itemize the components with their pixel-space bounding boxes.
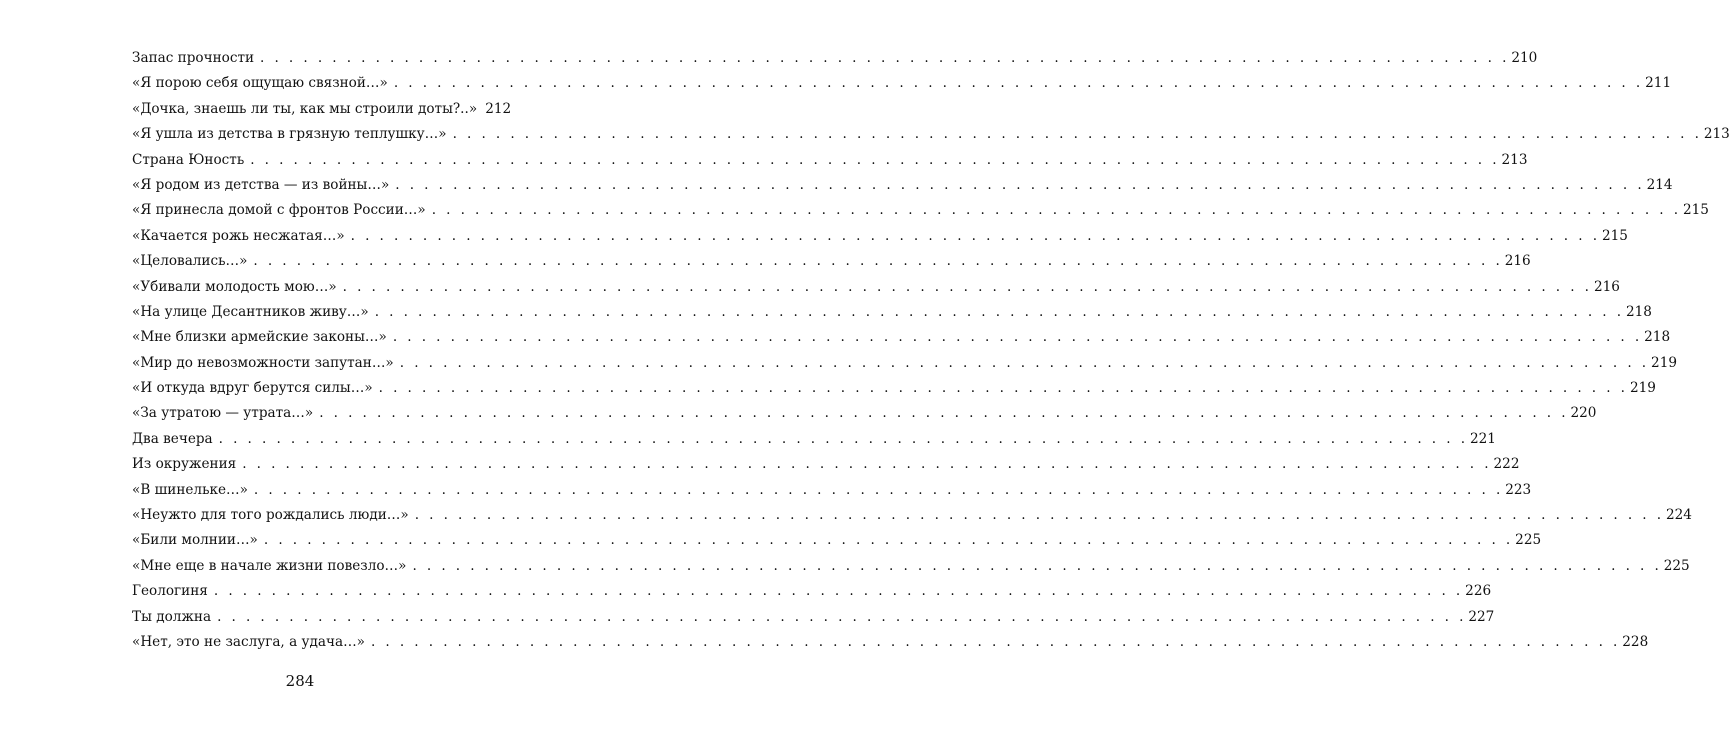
dot-leader — [242, 452, 1491, 477]
toc-entry-title: «Били молнии…» — [132, 532, 258, 549]
toc-entry-title: Запас прочности — [132, 50, 255, 66]
toc-entry-title: «Я родом из детства — из войны…» — [132, 176, 390, 193]
toc-entry-title: «Мир до невозможности запутан…» — [132, 354, 394, 371]
toc-entry-page: 216 — [1504, 253, 1531, 270]
toc-entry-title: «Я порою себя ощущаю связной…» — [132, 75, 388, 92]
toc-entry-page: 216 — [1593, 278, 1620, 295]
toc-entry-page: 210 — [1511, 50, 1538, 66]
toc-entry — [132, 71, 1672, 96]
toc-entry-title: Ты должна — [132, 608, 212, 625]
dot-leader — [400, 351, 1649, 376]
toc-entry-page: 221 — [1469, 430, 1496, 447]
toc-entry-title: «На улице Десантников живу…» — [132, 303, 369, 320]
toc-entry-page: 223 — [1505, 481, 1532, 498]
toc-entry-page: 215 — [1601, 227, 1628, 244]
toc-entry-page: 213 — [1703, 126, 1730, 143]
toc-entry-title: «И откуда вдруг берутся силы…» — [132, 380, 373, 397]
toc-entry — [132, 198, 1709, 223]
toc-entry-page: 218 — [1644, 329, 1671, 346]
toc-entry — [132, 427, 1496, 452]
toc-entry — [132, 579, 1492, 604]
toc-entry-title: «Нет, это не заслуга, а удача…» — [132, 633, 365, 650]
toc-entry-title: Геологиня — [132, 583, 208, 600]
toc-entry-page: 225 — [1515, 532, 1542, 549]
toc-entry-title: «Я ушла из детства в грязную теплушку…» — [132, 126, 447, 143]
toc-entry-page: 211 — [1645, 75, 1672, 92]
toc-entry-page: 215 — [1683, 202, 1709, 219]
toc-entry-title: «Дочка, знаешь ли ты, как мы строили доты?..» — [132, 100, 478, 117]
dot-leader — [250, 148, 1499, 173]
toc-entry-title: «В шинельке…» — [132, 481, 248, 498]
dot-leader — [395, 173, 1644, 198]
toc-entry-title: «Я принесла домой с фронтов России…» — [132, 202, 426, 219]
toc-entry — [132, 122, 1730, 147]
toc-entry — [132, 275, 1620, 300]
dot-leader — [371, 630, 1620, 655]
toc-entry — [132, 97, 512, 122]
dot-leader — [351, 224, 1600, 249]
toc-entry — [132, 173, 1673, 198]
toc-entry — [132, 452, 1520, 477]
toc-entry — [132, 300, 1652, 325]
toc-entry-page: 218 — [1626, 303, 1652, 320]
toc-entry-title: Из окружения — [132, 456, 237, 473]
dot-leader — [264, 528, 1513, 553]
dot-leader — [415, 503, 1664, 528]
toc-entry — [132, 401, 1597, 426]
dot-leader — [343, 275, 1592, 300]
dot-leader — [253, 249, 1502, 274]
dot-leader — [260, 46, 1509, 71]
dot-leader — [319, 401, 1568, 426]
toc-entry — [132, 325, 1671, 350]
toc-entry — [132, 224, 1628, 249]
toc-entry-page: 227 — [1468, 608, 1495, 625]
toc-entry-title: «Мне близки армейские законы…» — [132, 329, 387, 346]
toc-entry — [132, 376, 1656, 401]
toc-entry-page: 219 — [1629, 380, 1656, 397]
toc-entry-page: 225 — [1663, 557, 1690, 574]
toc-entry-title: «Убивали молодость мою…» — [132, 278, 337, 295]
toc-entry — [132, 503, 1692, 528]
toc-entry-title: Страна Юность — [132, 151, 245, 168]
toc-entry — [132, 605, 1495, 630]
toc-entry-page: 214 — [1646, 176, 1673, 193]
toc-entry-title: «Качается рожь несжатая…» — [132, 227, 345, 244]
toc-entry-title: «Мне еще в начале жизни повезло…» — [132, 557, 407, 574]
toc-entry-title: «Неужто для того рождались люди…» — [132, 507, 409, 524]
toc-entry — [132, 351, 1677, 376]
dot-leader — [254, 478, 1503, 503]
dot-leader — [219, 427, 1468, 452]
toc-entry — [132, 630, 1649, 655]
toc-entry-page: 219 — [1651, 354, 1677, 371]
toc-entry — [132, 249, 1531, 274]
dot-leader — [453, 122, 1702, 147]
toc-entry-page: 226 — [1465, 583, 1492, 600]
toc-entry-title: «Целовались…» — [132, 253, 248, 270]
toc-entry-page: 224 — [1665, 507, 1692, 524]
toc-entry — [132, 148, 1528, 173]
dot-leader — [432, 198, 1681, 223]
toc-entry-page: 228 — [1622, 633, 1649, 650]
dot-leader — [412, 554, 1661, 579]
toc-entry-page: 212 — [485, 100, 512, 117]
toc-entry — [132, 528, 1542, 553]
dot-leader — [379, 376, 1628, 401]
dot-leader — [393, 325, 1642, 350]
dot-leader — [217, 605, 1466, 630]
toc-entry-page: 220 — [1570, 405, 1597, 422]
toc-entry — [132, 46, 1538, 71]
toc-entry-page: 222 — [1493, 456, 1520, 473]
toc-entry-title: Два вечера — [132, 430, 213, 447]
toc-entry-title: «За утратою — утрата…» — [132, 405, 314, 422]
dot-leader — [214, 579, 1463, 604]
page-number: 284 — [285, 672, 315, 690]
toc-entry-page: 213 — [1501, 151, 1528, 168]
table-of-contents — [132, 46, 1730, 655]
dot-leader — [375, 300, 1624, 325]
dot-leader — [394, 71, 1643, 96]
toc-entry — [132, 478, 1532, 503]
toc-entry — [132, 554, 1690, 579]
